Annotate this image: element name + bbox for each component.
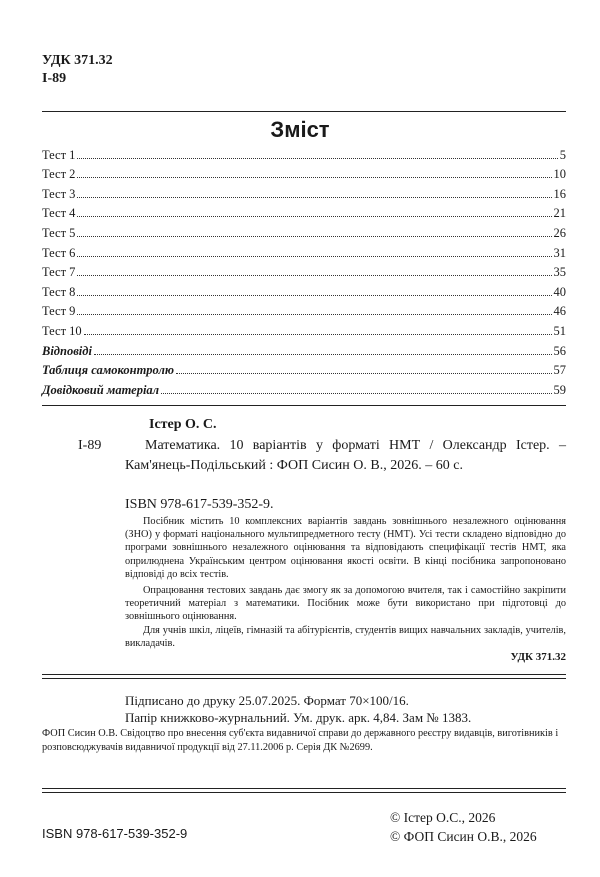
toc-leader [77,295,551,296]
toc-item-label: Відповіді [42,343,92,358]
toc-item-page: 10 [553,167,566,182]
toc-leader [161,393,551,394]
copyright-publisher: © ФОП Сисин О.В., 2026 [390,829,537,844]
catalog-isbn: ISBN 978-617-539-352-9. [125,497,274,512]
imprint-rule-2 [42,792,566,793]
toc-item[interactable] [42,163,566,183]
toc-item-page: 59 [553,382,566,397]
toc-leader [77,236,551,237]
catalog-bottom-rule-1 [42,674,566,675]
toc-item-page: 26 [553,225,566,240]
catalog-description-text: Математика. 10 варіантів у форматі НМТ / Олександр Істер. – Кам'янець-Подільський : ФОП Сисин О. В., 2026. – 60 с. [125,438,566,473]
toc-item-label: Тест 1 [42,147,76,162]
annotation-paragraph-1 [125,515,566,581]
toc-item-page: 46 [553,304,566,319]
toc-item[interactable] [42,143,566,163]
publisher-note [42,727,566,755]
catalog-bottom-rule-2 [42,678,566,679]
toc-item-label: Тест 3 [42,186,76,201]
toc-leader [84,334,552,335]
catalog-card-code: І-89 [78,438,102,453]
copyright-author: © Істер О.С., 2026 [390,810,496,825]
annotation-paragraph-2 [125,584,566,650]
toc-leader [176,373,551,374]
udk-header [42,52,113,88]
toc-leader [77,197,551,198]
publisher-note-text: ФОП Сисин О.В. Свідоцтво про внесення суб'єкта видавничої справи до державного реєстру видавців, виготівників і розповсюджувачів видавничої продукції від 27.11.2006 р. Серія ДК №2699. [42,728,559,753]
imprint-rule-1 [42,788,566,789]
toc-leader [77,158,557,159]
toc-item-label: Тест 2 [42,167,76,182]
toc-leader [77,275,551,276]
toc-leader [77,256,551,257]
toc-item-label: Тест 6 [42,245,76,260]
toc-item[interactable] [42,202,566,222]
udk-code: УДК 371.32 [42,53,113,68]
catalog-code: І-89 [42,71,67,86]
toc-item-label: Довідковий матеріал [42,382,160,397]
toc-item-page: 16 [553,186,566,201]
toc-item-page: 57 [553,363,566,378]
toc-leader [77,216,551,217]
toc-item-label: Тест 7 [42,265,76,280]
toc-item[interactable] [42,319,566,339]
annotation-3-text: Для учнів шкіл, ліцеїв, гімназій та абітурієнтів, студентів вищих навчальних закладів, учителів, викладачів. [125,624,566,649]
annotation-2-text: Опрацювання тестових завдань дає змогу як за допомогою вчителя, так і самостійно закріпити теоретичний матеріал з математики. Посібник може бути використано при підготовці до зовнішнього оцінювання. [125,585,566,623]
catalog-udk: УДК 371.32 [510,651,566,663]
toc-item-page: 51 [553,323,566,338]
toc-item-page: 31 [553,245,566,260]
catalog-description [125,436,566,476]
toc-item[interactable] [42,182,566,202]
contents-title: Зміст [270,117,330,142]
toc-leader [94,354,552,355]
footer-isbn: ISBN 978-617-539-352-9 [42,826,188,841]
toc-item-page: 5 [559,147,566,162]
toc-item-page: 35 [553,265,566,280]
toc-leader [77,314,551,315]
toc-item[interactable] [42,280,566,300]
toc-item-label: Тест 4 [42,206,76,221]
toc-item-label: Тест 10 [42,323,82,338]
toc-leader [77,177,551,178]
print-info-line-1: Підписано до друку 25.07.2025. Формат 70×100/16. [125,693,409,708]
toc-item-label: Тест 9 [42,304,76,319]
toc-item-page: 21 [553,206,566,221]
toc-item[interactable] [42,339,566,359]
annotation-1-text: Посібник містить 10 комплексних варіантів завдань зовнішнього незалежного оцінювання (ЗНО) у форматі національного мультипредметного тесту (НМТ). Усі тести складено відповідно до програми зовнішнього незалежного оцінювання та відповідають специфікації тестів НМТ, яка оприлюднена Українським центром оцінювання якості освіти. В кінці посібника запропоновано відповіді до всіх тестів. [125,516,566,580]
toc-item-page: 56 [553,343,566,358]
toc-item[interactable] [42,359,566,379]
print-info [125,692,566,726]
table-of-contents [42,143,566,398]
copyright-block [390,808,537,846]
toc-item[interactable] [42,241,566,261]
toc-item-page: 40 [553,284,566,299]
toc-item-label: Тест 8 [42,284,76,299]
toc-item[interactable] [42,261,566,281]
print-info-line-2: Папір книжково-журнальний. Ум. друк. арк. 4,84. Зам № 1383. [125,710,472,725]
top-rule [42,111,566,112]
catalog-author: Істер О. С. [149,417,217,432]
toc-item-label: Тест 5 [42,225,76,240]
catalog-top-rule [42,405,566,406]
toc-item[interactable] [42,378,566,398]
toc-item[interactable] [42,221,566,241]
toc-item-label: Таблиця самоконтролю [42,363,175,378]
toc-item[interactable] [42,300,566,320]
